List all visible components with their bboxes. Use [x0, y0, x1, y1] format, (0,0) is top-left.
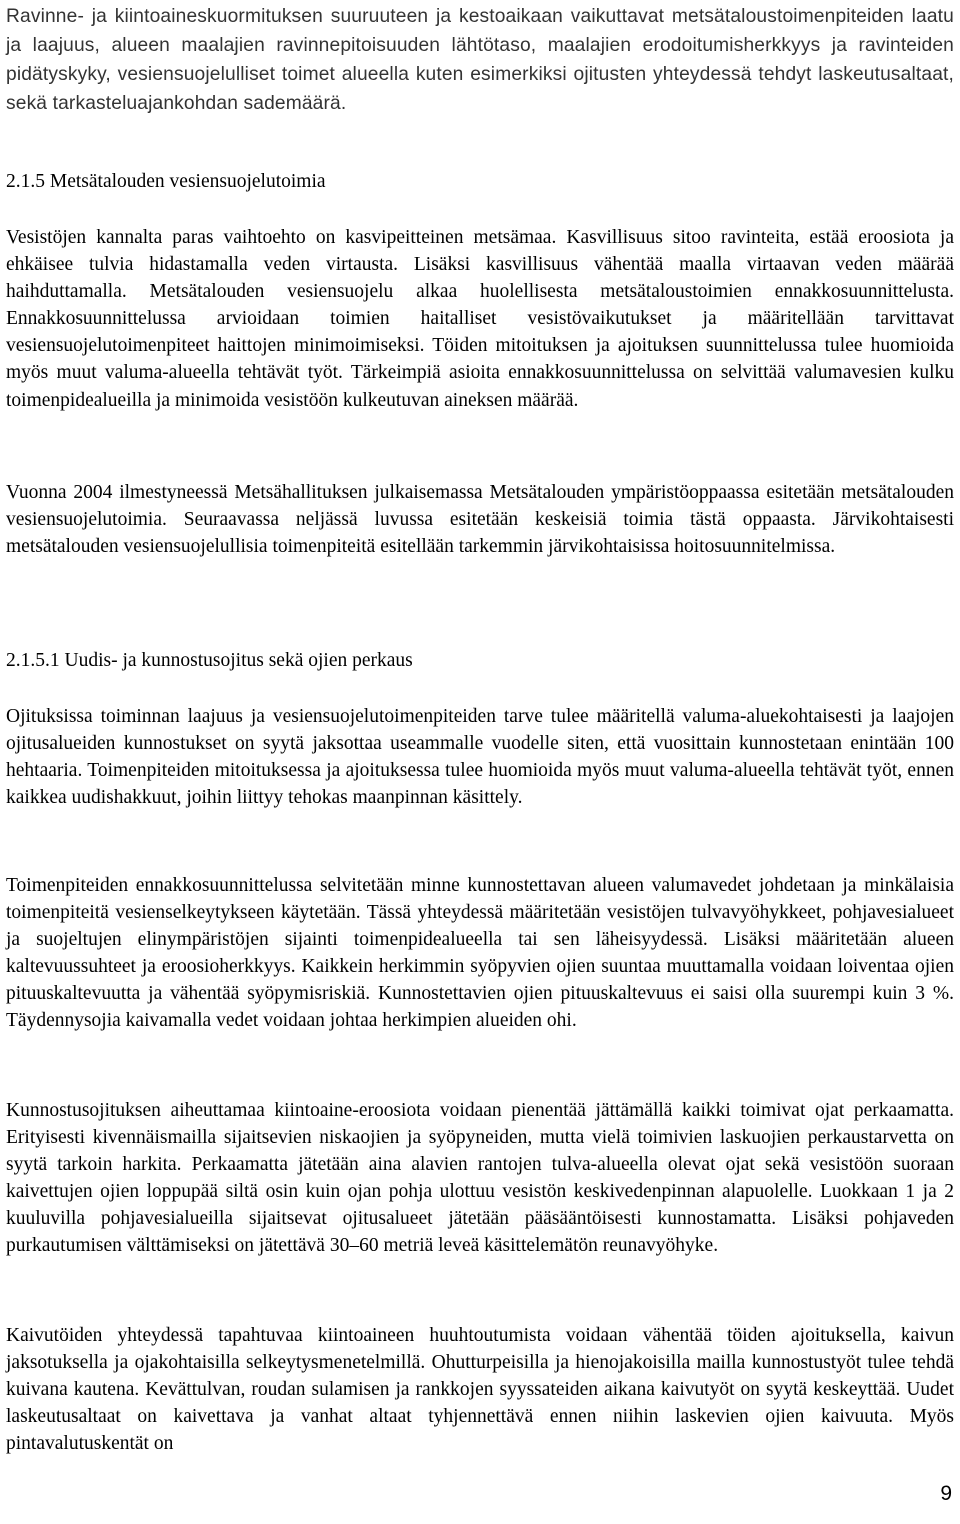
body-paragraph: Kunnostusojituksen aiheuttamaa kiintoaine-eroosiota voidaan pienentää jättämällä kaikki toimivat ojat perkaamatta. Erityisesti kivennäismailla sijaitsevien niskaojien ja syöpyneiden, mutta vielä toimivien laskuojien perkaustarvetta on syytä tarkoin harkita. Perkaamatta jätetään aina alavien rantojen tulva-alueella olevat ojat sekä vesistöön suoraan kaivettujen ojien loppupää siltä osin kuin ojan pohja ulottuu vesistön keskivedenpinnan alapuolelle. Luokkaan 1 ja 2 kuuluvilla pohjavesialueilla sijaitsevat ojitusalueet jätetään pääsääntöisesti kunnostamatta. Lisäksi pohjaveden purkautumisen välttämiseksi on jätettävä 30–60 metriä leveä käsittelemätön reunavyöhyke.: [6, 1100, 954, 1257]
section-heading-2-1-5-1: 2.1.5.1 Uudis- ja kunnostusojitus sekä ojien perkaus: [6, 650, 413, 671]
intro-paragraph: Ravinne- ja kiintoaineskuormituksen suuruuteen ja kestoaikaan vaikuttavat metsätaloustoimenpiteiden laatu ja laajuus, alueen maalajien ravinnepitoisuuden lähtötaso, maalajien erodoitumisherkkyys ja ravinteiden pidätyskyky, vesiensuojelulliset toimet alueella kuten esimerkiksi ojitusten yhteydessä tehdyt laskeutusaltaat, sekä tarkasteluajankohdan sademäärä.: [6, 6, 954, 114]
page-number: 9: [940, 1482, 952, 1505]
body-paragraph: Kaivutöiden yhteydessä tapahtuvaa kiintoaineen huuhtoutumista voidaan vähentää töiden ajoituksella, kaivun jaksotuksella ja ojakohtaisilla selkeytysmenetelmillä. Ohutturpeisilla ja hienojakoisilla mailla kunnostustyöt tulee tehdä kuivana kautena. Kevättulvan, roudan sulamisen ja rankkojen syyssateiden aikana kaivutyöt on syytä keskeyttää. Uudet laskeutusaltaat on kaivettava ja vanhat altaat tyhjennettävä ennen niihin laskevien ojien kaivuuta. Myös pintavalutuskentät on: [6, 1325, 954, 1455]
document-page: [6, 0, 954, 1524]
body-paragraph: Toimenpiteiden ennakkosuunnittelussa selvitetään minne kunnostettavan alueen valumavedet johdetaan ja minkälaisia toimenpiteitä vesienselkeytykseen käytetään. Tässä yhteydessä määritetään vesistöjen tulvavyöhykkeet, pohjavesialueet ja suojeltujen elinympäristöjen sijainti toimenpidealueella tai sen läheisyydessä. Lisäksi määritetään alueen kaltevuussuhteet ja eroosioherkkyys. Kaikkein herkimmin syöpyvien ojien suuntaa muuttamalla voidaan loiventaa ojien pituuskaltevuutta ja vähentää syöpymisriskiä. Kunnostettavien ojien pituuskaltevuus ei saisi olla suurempi kuin 3 %. Täydennysojia kaivamalla vedet voidaan johtaa herkimpien alueiden ohi.: [6, 875, 954, 1032]
section-heading-2-1-5: 2.1.5 Metsätalouden vesiensuojelutoimia: [6, 171, 326, 192]
body-paragraph: Ojituksissa toiminnan laajuus ja vesiensuojelutoimenpiteiden tarve tulee määritellä valuma-aluekohtaisesti ja laajojen ojitusalueiden kunnostukset on syytä jaksottaa useammalle vuodelle siten, että vuosittain kunnostetaan enintään 100 hehtaaria. Toimenpiteiden mitoituksessa ja ajoituksessa tulee huomioida myös muut valuma-alueella tehtävät työt, ennen kaikkea uudishakkuut, joihin liittyy tehokas maanpinnan käsittely.: [6, 706, 954, 809]
body-paragraph: Vesistöjen kannalta paras vaihtoehto on kasvipeitteinen metsämaa. Kasvillisuus sitoo ravinteita, estää eroosiota ja ehkäisee tulvia hidastamalla veden virtausta. Lisäksi kasvillisuus vähentää maalla virtaavan veden määrää haihduttamalla. Metsätalouden vesiensuojelu alkaa huolellisesta metsätaloustoimien ennakkosuunnittelusta. Ennakkosuunnittelussa arvioidaan toimien haitalliset vesistövaikutukset ja määritellään tarvittavat vesiensuojelutoimenpiteet haittojen minimoimiseksi. Töiden mitoituksen ja ajoituksen suunnittelussa tulee huomioida myös muut valuma-alueella tehtävät työt. Tärkeimpiä asioita ennakkosuunnittelussa on selvittää valumavesien kulku toimenpidealueilla ja minimoida vesistöön kulkeutuvan aineksen määrää.: [6, 227, 954, 411]
body-paragraph: Vuonna 2004 ilmestyneessä Metsähallituksen julkaisemassa Metsätalouden ympäristöoppaassa esitetään metsätalouden vesiensuojelutoimia. Seuraavassa neljässä luvussa esitetään keskeisiä toimia tästä oppaasta. Järvikohtaisesti metsätalouden vesiensuojelullisia toimenpiteitä esitellään tarkemmin järvikohtaisissa hoitosuunnitelmissa.: [6, 482, 954, 558]
